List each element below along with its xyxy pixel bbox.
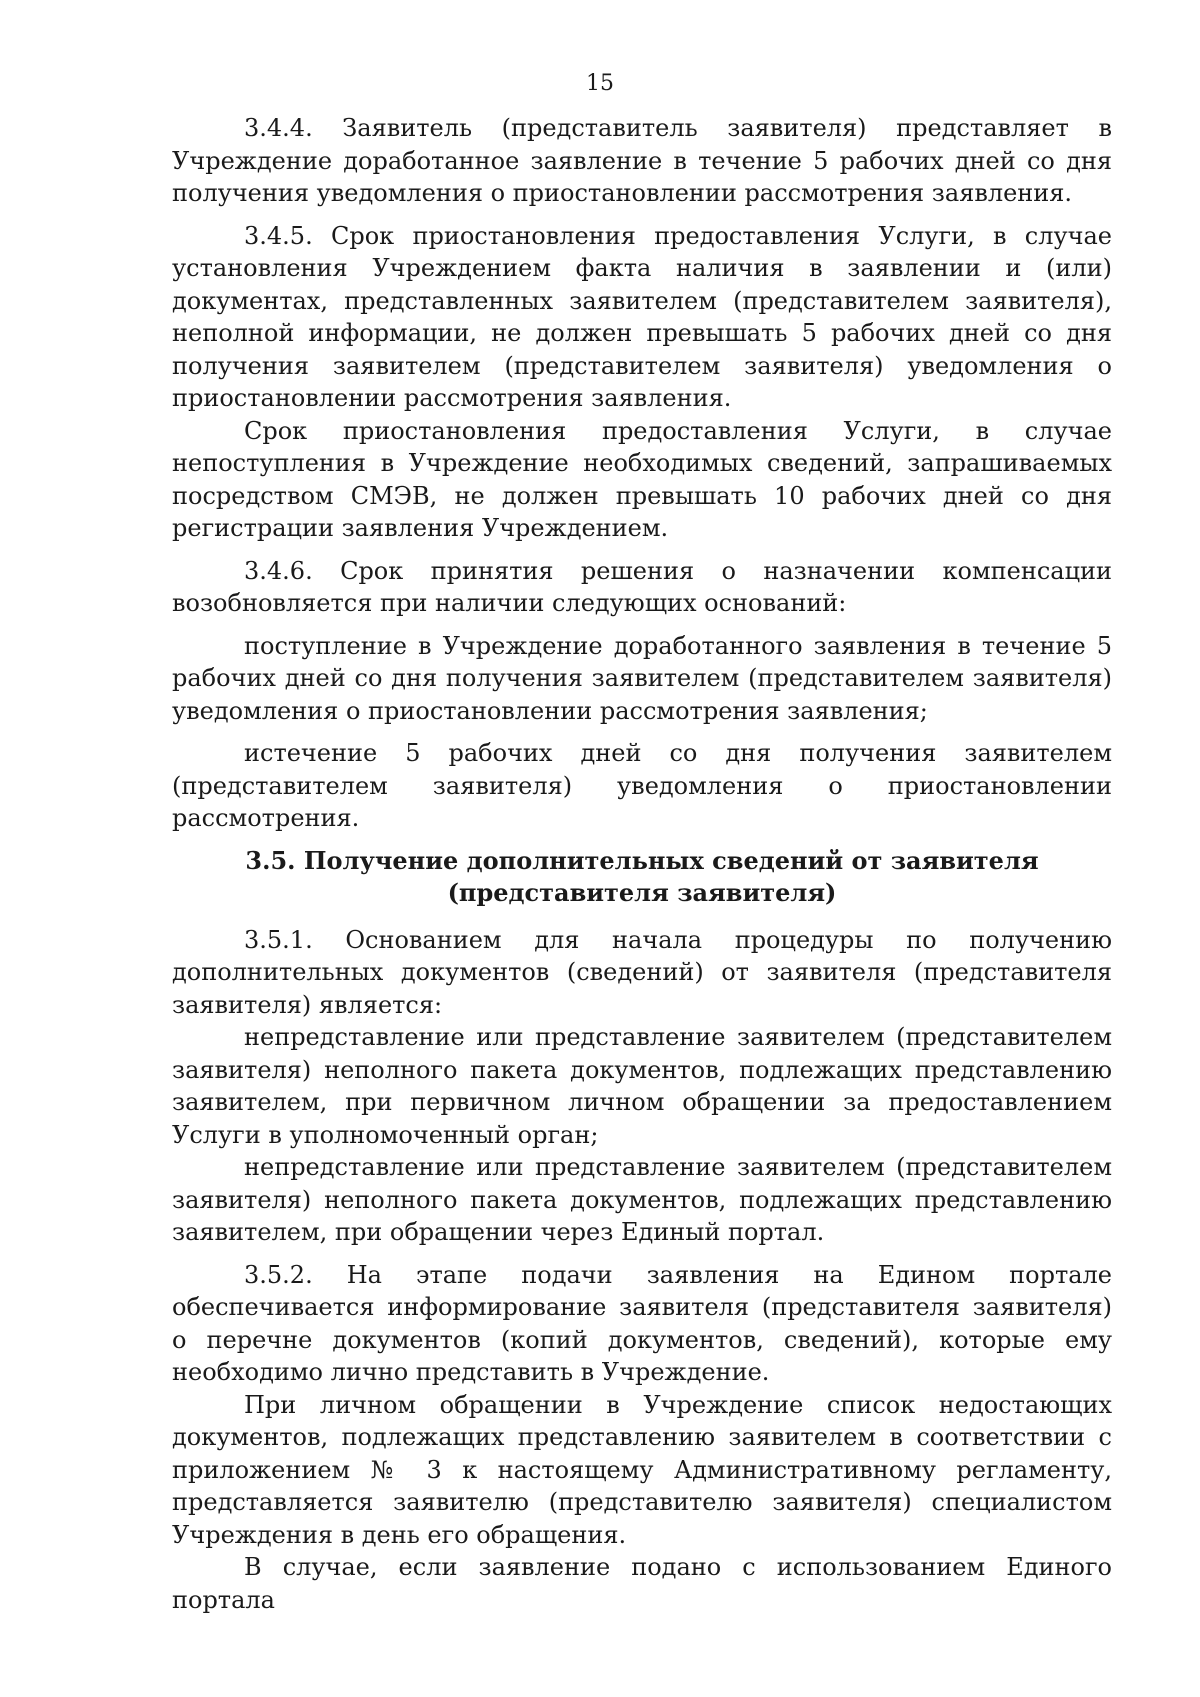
page-number: 15: [586, 71, 614, 96]
paragraph-suspension-term-smev: Срок приостановления предоставления Услуги, в случае непоступления в Учреждение необходимых сведений, запрашиваемых посредством СМЭВ, не должен превышать 10 рабочих дней со дня регистрации заявления Учреждением.: [172, 416, 1112, 542]
paragraph-personal-visit: При личном обращении в Учреждение список недостающих документов, подлежащих представлению заявителем в соответствии с приложением № 3 к настоящему Административному регламенту, представляется заявителю (представителю заявителя) специалистом Учреждения в день его обращения.: [172, 1390, 1112, 1549]
paragraph-3-5-1: 3.5.1. Основанием для начала процедуры по получению дополнительных документов (сведений) от заявителя (представителя заявителя) является:: [172, 925, 1112, 1019]
paragraph-resume-ground-2: истечение 5 рабочих дней со дня получения заявителем (представителем заявителя) уведомления о приостановлении рассмотрения.: [172, 739, 1112, 832]
paragraph-ground-portal: непредставление или представление заявителем (представителем заявителя) неполного пакета документов, подлежащих представлению заявителем, при обращении через Единый портал.: [172, 1153, 1112, 1246]
paragraph-ground-first-visit: непредставление или представление заявителем (представителем заявителя) неполного пакета документов, подлежащих представлению заявителем, при первичном личном обращении за предоставлением Услуги в уполномоченный орган;: [172, 1023, 1112, 1149]
paragraph-3-5-2: 3.5.2. На этапе подачи заявления на Едином портале обеспечивается информирование заявителя (представителя заявителя) о перечне документов (копий документов, сведений), которые ему необходимо лично представить в Учреждение.: [172, 1260, 1112, 1386]
paragraph-3-4-6: 3.4.6. Срок принятия решения о назначении компенсации возобновляется при наличии следующих оснований:: [172, 556, 1112, 617]
document-body: [172, 112, 1112, 1616]
paragraph-portal-case: В случае, если заявление подано с использованием Единого портала: [172, 1553, 1112, 1614]
paragraph-3-4-4: 3.4.4. Заявитель (представитель заявителя) представляет в Учреждение доработанное заявление в течение 5 рабочих дней со дня получения уведомления о приостановлении рассмотрения заявления.: [172, 114, 1112, 207]
paragraph-3-4-5: 3.4.5. Срок приостановления предоставления Услуги, в случае установления Учреждением факта наличия в заявлении и (или) документах, представленных заявителем (представителем заявителя), неполной информации, не должен превышать 5 рабочих дней со дня получения заявителем (представителем заявителя) уведомления о приостановлении рассмотрения заявления.: [172, 221, 1112, 412]
paragraph-resume-ground-1: поступление в Учреждение доработанного заявления в течение 5 рабочих дней со дня получения заявителем (представителем заявителя) уведомления о приостановлении рассмотрения заявления;: [172, 631, 1112, 725]
section-heading-3-5: 3.5. Получение дополнительных сведений от заявителя (представителя заявителя): [245, 845, 1039, 907]
